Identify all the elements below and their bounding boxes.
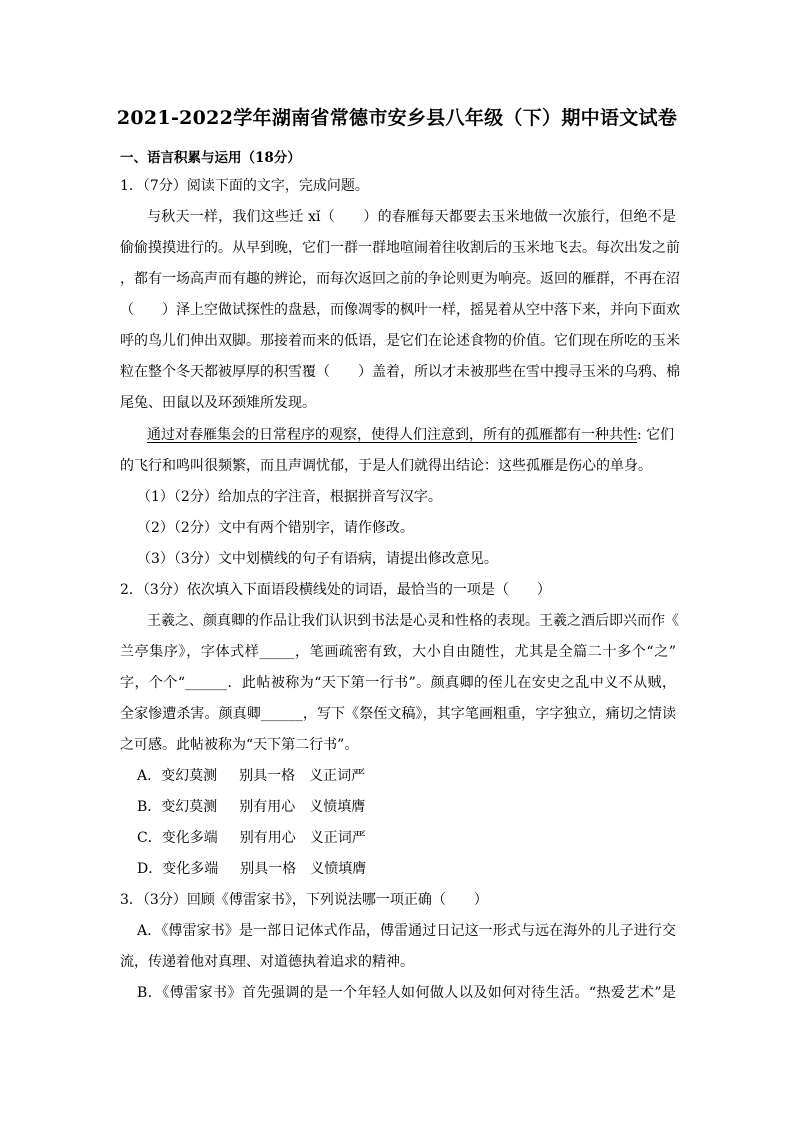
- option-label: A．: [137, 768, 162, 784]
- option-word: 别有用心: [239, 830, 296, 846]
- q2-passage-line: 之可感。此帖被称为“天下第二行书”。: [120, 737, 359, 753]
- q2-option-b: [137, 797, 365, 817]
- q2-passage-line: 兰亭集序》，字体式样_____，笔画疏密有致，大小自由随性，尤其是全篇二十多个“之”: [120, 644, 676, 660]
- q1-passage-line: 尾兔、田鼠以及环颈雉所发现。: [120, 395, 316, 411]
- option-word: 变化多端: [161, 830, 218, 846]
- option-word: 义愤填膺: [310, 861, 367, 877]
- q2-option-a: [137, 766, 365, 786]
- q2-passage-line: 字，个个“______．此帖被称为“天下第一行书”。颜真卿的侄儿在安史之乱中义不从贼，: [120, 675, 676, 691]
- option-label: C．: [137, 830, 162, 846]
- q3-option-a-line: A．《傅雷家书》是一部日记体式作品，傅雷通过日记这一形式与远在海外的儿子进行交: [137, 923, 676, 939]
- q3-option-b-line: B．《傅雷家书》首先强调的是一个年轻人如何做人以及如何对待生活。“热爱艺术”是: [137, 985, 676, 1001]
- q2-passage-line: 王羲之、颜真卿的作品让我们认识到书法是心灵和性格的表现。王羲之酒后即兴而作《: [147, 613, 679, 629]
- option-label: D．: [137, 861, 163, 877]
- q1-passage-line: 的飞行和鸣叫很频繁，而且声调忧郁，于是人们就得出结论：这些孤雁是伤心的单身。: [120, 458, 652, 474]
- option-word: 变化多端: [162, 861, 219, 877]
- q1-passage-line: 呼的鸟儿们伸出双脚。那接着而来的低语，是它们在论述食物的价值。它们现在所吃的玉米: [120, 333, 680, 349]
- question-3-heading: 3．（3分）回顾《傅雷家书》，下列说法哪一项正确（ ）: [120, 892, 488, 908]
- option-word: 别具一格: [239, 768, 296, 784]
- q1-subquestion-3: （3）（3分）文中划横线的句子有语病，请提出修改意见。: [137, 551, 498, 567]
- q1-passage-text: : 它们: [637, 427, 675, 443]
- q1-passage-line: （ ）泽上空做试探性的盘悬，而像凋零的枫叶一样，摇晃着从空中落下来，并向下面欢: [120, 302, 680, 318]
- q1-passage-line: ，都有一场高声而有趣的辨论，而每次返回之前的争论则更为响亮。返回的雁群，不再在沼: [120, 271, 680, 287]
- option-word: 变幻莫测: [161, 768, 218, 784]
- option-word: 义愤填膺: [309, 799, 366, 815]
- option-label: B．: [137, 799, 162, 815]
- q2-option-d: [137, 859, 366, 879]
- q1-passage-line: 偷偷摸摸进行的。从早到晚，它们一群一群地喧闹着往收割后的玉米地飞去。每次出发之前: [120, 240, 680, 256]
- section-heading: 一、语言积累与运用（18分）: [120, 150, 301, 166]
- q1-passage-paragraph-2: [147, 425, 676, 445]
- underlined-sentence: 通过对春雁集会的日常程序的观察，使得人们注意到，所有的孤雁都有一种共性: [147, 427, 637, 443]
- option-word: 变幻莫测: [161, 799, 218, 815]
- q1-passage-line: 与秋天一样，我们这些迁 xǐ（ ）的春雁每天都要去玉米地做一次旅行，但绝不是: [147, 209, 676, 225]
- question-2-heading: 2．（3分）依次填入下面语段横线处的词语，最恰当的一项是（ ）: [120, 582, 551, 598]
- q3-option-a-line: 流，传递着他对真理、对道德执着追求的精神。: [120, 954, 414, 970]
- option-word: 义正词严: [309, 768, 366, 784]
- question-1-heading: 1．（7分）阅读下面的文字，完成问题。: [120, 178, 369, 194]
- option-word: 义正词严: [309, 830, 366, 846]
- q1-subquestion-2: （2）（2分）文中有两个错别字，请作修改。: [137, 520, 414, 536]
- option-word: 别有用心: [239, 799, 296, 815]
- q2-option-c: [137, 828, 366, 848]
- page-title: 2021-2022学年湖南省常德市安乡县八年级（下）期中语文试卷: [116, 107, 678, 129]
- q1-passage-line: 粒在整个冬天都被厚厚的积雪覆（ ）盖着，所以才未被那些在雪中搜寻玉米的乌鸦、棉: [120, 364, 680, 380]
- q1-subquestion-1: （1）（2分）给加点的字注音，根据拼音写汉字。: [137, 489, 442, 505]
- option-word: 别具一格: [240, 861, 297, 877]
- q2-passage-line: 全家惨遭杀害。颜真卿______，写下《祭侄文稿》，其字笔画粗重，字字独立，痛切之情读: [120, 706, 676, 722]
